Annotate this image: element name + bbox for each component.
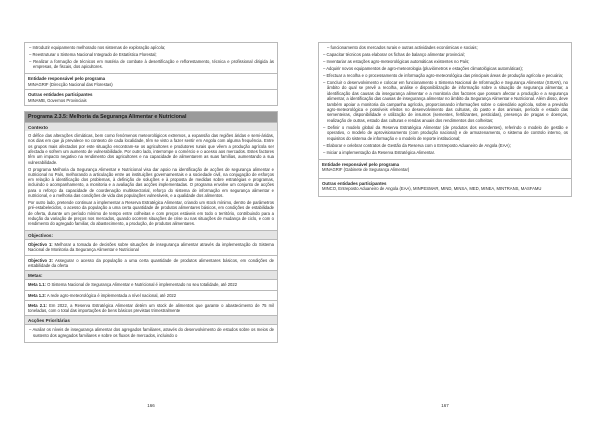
action-bullet: – Introduzir equipamento melhorado nos sistemas de exploração apícola; [28,45,274,50]
context-paragraph: O programa Melhoria da Segurança Alimentar e Nutricional visa dar apoio na identificação de acções de segurança alimentar e nutricional no País, melhorando a articulação entre as instituições governamentais e a sociedade civil, na conjugação de esforços em relação à identificação dos problemas, à definição de soluções e à proposta de medidas sobre estratégias e programas, incluindo o acompanhamento, a monitoria e a avaliação das acções implementadas. O programa envolve um conjunto de acções para o reforço da capacidade de coordenação multissectorial, reforço do sistema de informação em segurança alimentar e nutricional, e a melhoria das condições de vida das populações vulneráveis, e a qualidade dos alimentos. [28,166,274,199]
meta-text: Em 2022, a Reserva Estratégica Alimentar detém um stock de alimentos que garante o abastecimento de 75 mil toneladas, com o total das importações de bens básicos previstas trimestralmente [28,302,274,314]
actions-heading: Acções Prioritárias [25,315,277,324]
meta-label: Meta 2.1: [28,302,47,308]
right-page [318,42,572,398]
action-bullet: – Elaborar e celebrar contratos de Gestão da Reserva com o Entreposto Aduaneiro de Angola (EAA); [322,143,568,148]
context-paragraph: Por outro lado, pretende continuar a implementar a Reserva Estratégica Alimentar, criando um stock mínimo, dentro de parâmetros pré-estabelecidos, o acesso da população a uma certa quantidade de produtos alimentares básicos, em condições de estabilidade de oferta, durante um período mínimo de tempo entre colheitas e com preços estáveis em todo o território, contribuindo para a redução da variação de preços nos mercados, quando ocorrem situações de crise ou nas situações de mudança de ciclo, e com o rendimento do agregado familiar, do abastecimento, a produção, de produtos alimentares. [28,199,274,227]
action-bullet: – Inventariar as estações agro-meteorológicas automáticas existentes no País; [322,59,568,64]
other-entities-label: Outras entidades participantes [322,180,387,186]
context-paragraph: O défice das alterações climáticas, bem como fenómenos meteorológicos extremos, a expansão das regiões áridas e semi-áridas, nos dias em que já prevalece no contexto de cada localidade, têm se visto a fazer sentir em Angola com alguma frequência. Entre os grupos mais afectados por este situação encontram-se os agricultores e produtores rurais que vêem a produção agrícola ser afectada e sofrem um aumento de vulnerabilidade. Por outro lado, interrompe o comércio e o acesso aos mercados. Estes factores têm um impacto negativo na rendimento dos agricultores e na capacidade de alimentarem as suas famílias, aumentando a sua vulnerabilidade. [28,133,274,165]
prior-actions-section [25,43,277,73]
objective-label: Objectivo 1: [28,242,53,248]
other-entities-section [25,89,277,105]
program-title: Programa 2.3.5: Melhoria da Segurança Alimentar e Nutricional [24,111,278,122]
objective-text: Melhorar a tomada de decisões sobre situações de insegurança alimentar através da implementação do Sistema Nacional de Monitoria da Segurança Alimentar e Nutricional [28,242,274,253]
page-number-right: 167 [441,403,449,408]
actions-continuation-section [319,43,571,159]
prior-program-box [24,42,278,106]
action-continuation-text: – funcionamento dos mercados rurais e outras actividades económicas e sociais; [322,45,568,50]
action-bullet: – Efectuar a recolha e o processamento de informação agro-meteorológica das principais áreas de produção agrícola e pecuária; [322,73,568,78]
program-continuation-box [318,42,572,197]
responsible-entity-label: Entidade responsável pelo programa [28,76,106,82]
meta-text: O Sistema Nacional de Segurança Alimentar e Nutricional é implementado no seu totalidade, até 2022 [47,282,238,288]
objective-text: Assegurar o acesso da população a uma certa quantidade de produtos alimentares básicos, em condições de estabilidade da oferta [28,257,275,268]
objective-row [25,255,277,271]
action-bullet: – Avaliar os níveis de insegurança alimentar dos agregados familiares, através do desenvolvimento de estudos sobre os meios de sustento dos agregados familiares e sobre os fluxos de mercados, incluindo o [28,327,274,338]
other-entities-section [319,178,571,197]
other-entities-label: Outras entidades participantes [28,92,93,98]
objectives-heading: Objectivos: [25,230,277,239]
responsible-entity-value: MINAGRIF (Gabinete de Segurança Alimentar) [322,167,410,173]
responsible-entity-label: Entidade responsável pelo programa [322,161,400,167]
action-bullet: – Reestruturar o Sistema Nacional Integrado de Estatística Florestal; [28,52,274,57]
action-bullet: – Realizar a formação de técnicos em matéria de combate à desertificação e reflorestamento, técnica e profissional dirigida às empresas, de fiscais, dos apicultores. [28,59,274,70]
page-number-left: 166 [147,403,155,408]
metas-heading: Metas: [25,270,277,279]
actions-section [25,324,277,341]
program-box [24,122,278,343]
action-bullet: – Adquirir novos equipamentos de agro-meteorologia (pluviómetros e estações climatológicas automáticas); [322,66,568,71]
meta-row [25,300,277,316]
action-bullet: – Iniciar a implementação da Reserva Estratégica Alimentar. [322,150,568,155]
other-entities-value: MINCO, Entreposto Aduaneiro de Angola (EAA), MINPESMAR, MIND, MINSA, MED, MINEA, MINTRANS, MASFAMU [322,186,542,192]
meta-row [25,290,277,300]
meta-label: Meta 1.1: [28,282,46,288]
responsible-entity-value: MINAGRIF (Direcção Nacional das Florestas) [28,82,113,87]
other-entities-value: MINAMB, Governos Provinciais [28,97,87,103]
action-bullet: – Capacitar técnicos para elaborar os fichas de balanço alimentar provincial; [322,52,568,57]
context-heading: Contexto [25,123,277,131]
left-page [24,42,278,398]
action-bullet: – Definir o modelo global da Reserva Estratégica Alimentar (de produtos dos excedentes), referindo o modelo de gestão e operativo, o modelo de aprovisionamento (com produção nacional) e de armazenamento, o sistema de controlo interno, os requisitos do sistema de informação e o modelo de reporte institucional; [322,125,568,141]
context-section [25,131,277,230]
responsible-entity-section [319,159,571,178]
meta-row [25,279,277,289]
responsible-entity-section [25,73,277,89]
meta-text: A rede agro-meteorológica é implementada a nível nacional, até 2022 [46,292,177,298]
objective-row [25,239,277,255]
action-bullet: – Concluir o desenvolvimento e colocar em funcionamento o Sistema Nacional de Informação e Segurança Alimentar (SISAN), no âmbito do qual se prevê a recolha, análise e disponibilização de informação sobre a situação de segurança alimentar, a identificação das causas da insegurança alimentar e a monitoria dos factores que possam afectar a produção e a segurança alimentar, a identificação das causas de insegurança alimentar no âmbito da Segurança Alimentar e Nutricional. Além disso, deve também apoiar a monitoria da campanha agrícola, proporcionando informações sobre o calendário agrícola, sobre a previsão agro-meteorológica e possíveis efeitos no desenvolvimento das culturas, do pasto e dos animais, período e estado das sementeiras, disponibilidade e utilização de insumos (sementes, fertilizantes, pesticidas), presença de pragas e doenças, realização de outras, estado das culturas e rendas anuais dos rendimentos dos colheitas; [322,80,568,123]
meta-label: Meta 1.2: [28,292,46,298]
objective-label: Objectivo 2: [28,257,53,263]
